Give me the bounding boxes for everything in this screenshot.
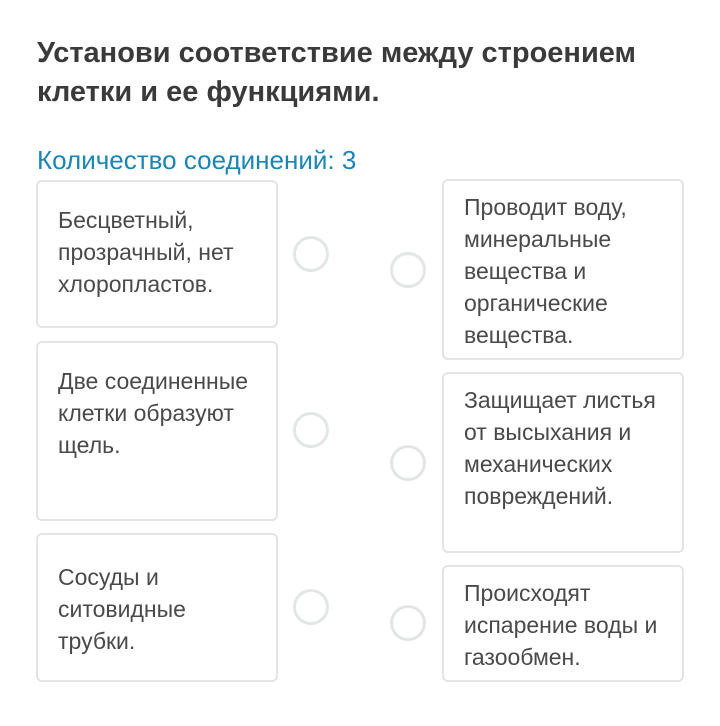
- right-item-3-text: Происходят испарение воды и газообмен.: [464, 580, 658, 670]
- left-connector-2[interactable]: [293, 412, 329, 448]
- connections-count: Количество соединений: 3: [37, 145, 357, 175]
- right-item-1-text: Проводит воду, минеральные вещества и органические вещества.: [464, 194, 627, 348]
- left-connector-3[interactable]: [293, 589, 329, 625]
- left-item-1-text: Бесцветный, прозрачный, нет хлоропластов.: [58, 207, 234, 297]
- left-item-3-text: Сосуды и ситовидные трубки.: [58, 564, 186, 654]
- right-item-3[interactable]: [442, 565, 684, 682]
- right-item-2[interactable]: [442, 372, 684, 553]
- right-connector-1[interactable]: [390, 252, 426, 288]
- question-title: Установи соответствие между строением клетки и ее функциями.: [37, 37, 636, 108]
- left-item-3[interactable]: [36, 533, 278, 682]
- right-connector-3[interactable]: [390, 605, 426, 641]
- left-item-1[interactable]: [36, 180, 278, 328]
- right-item-2-text: Защищает листья от высыхания и механических повреждений.: [464, 387, 656, 509]
- left-item-2-text: Две соединенные клетки образуют щель.: [58, 368, 249, 458]
- left-connector-1[interactable]: [293, 236, 329, 272]
- left-item-2[interactable]: [36, 341, 278, 521]
- right-item-1[interactable]: [442, 179, 684, 360]
- right-connector-2[interactable]: [390, 445, 426, 481]
